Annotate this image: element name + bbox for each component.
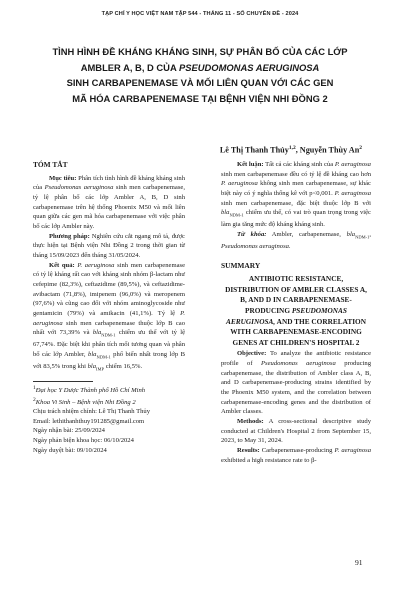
left-column	[33, 160, 185, 455]
abstract-methods: Phương pháp: Nghiên cứu cắt ngang mô tả, được thực hiện tại Bệnh viện Nhi Đồng 2 trong thời gian từ tháng 15/09/2023 đến tháng 31/05/2024.	[33, 232, 185, 259]
review-date: Ngày phản biện khoa học: 06/10/2024	[33, 437, 134, 445]
title-line: SINH CARBAPENEMASE VÀ MỐI LIÊN QUAN VỚI CÁC GEN	[66, 77, 334, 88]
summary-heading: SUMMARY	[221, 260, 261, 270]
summary-objective: Objective: To analyze the antibiotic resistance profile of Pseudomonas aeruginosa producing carbapenemase, the distribution of Ambler class A, B, and D carbapenemase-producing strains identified by the Phoenix M50 system, and the correlation between carbapenemase-encoding genes and the distribution of Ambler classes.	[221, 350, 372, 416]
title-line: MÃ HÓA CARBAPENEMASE TẠI BỆNH VIỆN NHI ĐỒNG 2	[72, 92, 328, 104]
keywords-vi: Từ khóa: Ambler, carbapenemase, bla$_{NDM-1}$, Pseudomonas aeruginosa.	[221, 230, 371, 250]
page-number: 91	[355, 558, 363, 567]
affiliation-note: $^1$Đại học Y Dược Thành phố Hồ Chí Minh	[33, 384, 146, 394]
article-title	[40, 44, 360, 106]
authors-line: Lê Thị Thanh Thủy$^{1,2}$, Nguyễn Thùy An$^2$	[219, 145, 362, 155]
abstract-results: Kết quả: P. aeruginosa sinh men carbapenemase có tỷ lệ kháng rất cao với kháng sinh nhóm β-lactam như cefepime (82,3%), ceftazidime (89,5%), và ceftazidime-avibactam (71,8%), imipenem (96,0%) và meropenem (97,6%) và cũng cao đối với nhóm aminoglycoside như gentamicin (79%) và amikacin (41,1%). Tỷ lệ P. aeruginosa sinh men carbapenemase thuộc lớp B cao nhất với 73,39% và bla$_{NDM-1}$ chiếm ưu thế với tỷ lệ 67,74%. Đặc biệt khi phân tích mối tương quan và phân bố các lớp Ambler, bla$_{NDM-1}$ phổ biến nhất trong lớp B với 83,5% trong khi bla$_{IMP}$ chiếm 16,5%.	[33, 261, 186, 372]
english-title: ANTIBIOTIC RESISTANCE, DISTRIBUTION OF AMBLER CLASSES A, B, AND D IN CARBAPENEMASE-PRODUCING PSEUDOMONAS AERUGINOSA, AND THE CORRELATION WITH CARBAPENEMASE-ENCODING GENES AT CHILDREN'S HOSPITAL 2	[225, 274, 367, 347]
footnotes	[33, 384, 185, 456]
accepted-date: Ngày duyệt bài: 09/10/2024	[33, 446, 107, 454]
summary-results: Results: Carbapenemase-producing P. aeruginosa exhibited a high resistance rate to β-	[221, 446, 371, 464]
journal-header: TẠP CHÍ Y HỌC VIỆT NAM TẬP 544 - THÁNG 11 - SỐ CHUYÊN ĐỀ - 2024	[101, 11, 299, 17]
abstract-conclusion: Kết luận: Tất cả các kháng sinh của P. aeruginosa sinh men carbapenemase đều có tỷ lệ đề kháng cao hơn P. aeruginosa không sinh men carbapenemase, sự khác biệt này có ý nghĩa thống kê với p<0,001. P. aeruginosa sinh men carbapenemase, đặc biệt thuộc lớp B với bla$_{NDM-1}$ chiếm ưu thế, có vai trò quan trọng trong việc làm gia tăng mức độ kháng kháng sinh.	[221, 161, 371, 229]
title-line: AMBLER A, B, D CỦA PSEUDOMONAS AERUGINOSA	[80, 61, 320, 73]
right-column	[221, 160, 371, 465]
received-date: Ngày nhận bài: 25/09/2024	[33, 427, 105, 435]
abstract-heading: TÓM TẮT	[33, 160, 68, 169]
email-line: Email: lethithanhthuy191285@gmail.com	[33, 417, 145, 425]
footnote-rule	[33, 381, 93, 382]
affiliation-note: $^2$Khoa Vi Sinh – Bệnh viện Nhi Đồng 2	[33, 396, 136, 406]
summary-methods: Methods: A cross-sectional descriptive study conducted at Children's Hospital 2 from September 15, 2023, to May 31, 2024.	[221, 417, 371, 445]
abstract-objective: Mục tiêu: Phân tích tình hình đề kháng kháng sinh của Pseudomonas aeruginosa sinh men carbapenemase, tỷ lệ phân bố các lớp Ambler A, B, D sinh carbapenemase trên hệ thống Phoenix M50 và mối liên quan giữa các gen mã hóa carbapenemase với việc phân bố các lớp Ambler này.	[33, 174, 185, 230]
title-line: TÌNH HÌNH ĐỀ KHÁNG KHÁNG SINH, SỰ PHÂN BỐ CỦA CÁC LỚP	[52, 46, 348, 57]
corresponding-author: Chịu trách nhiệm chính: Lê Thị Thanh Thủy	[33, 408, 151, 416]
